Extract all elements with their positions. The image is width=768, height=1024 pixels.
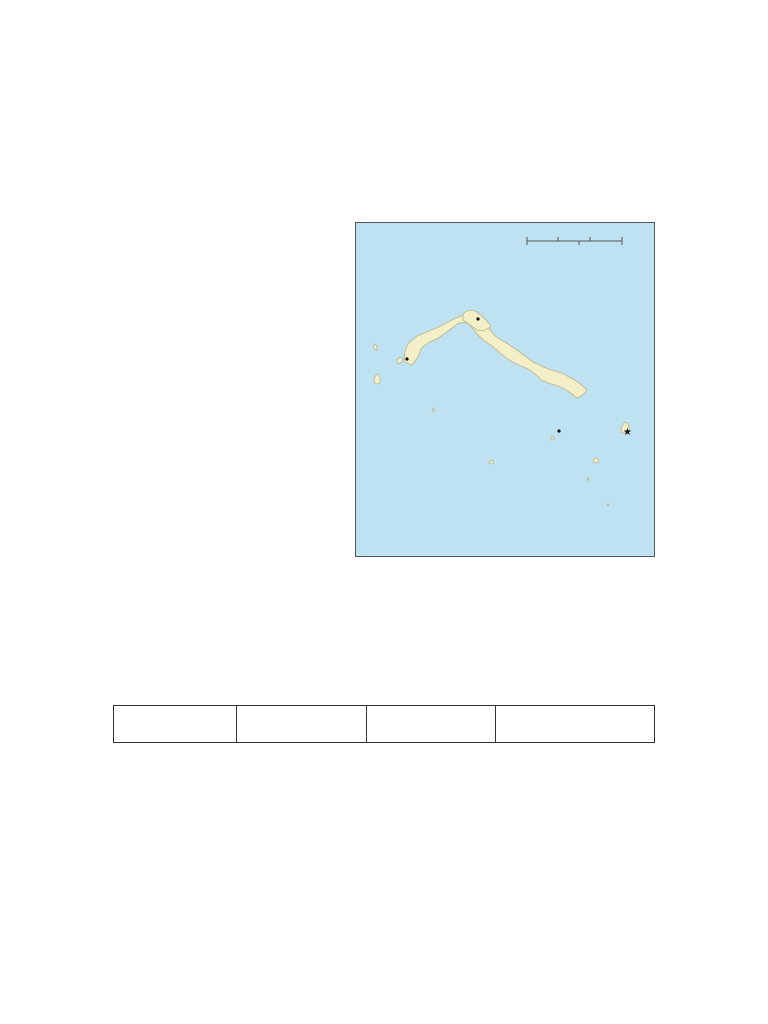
map-svg	[355, 222, 655, 557]
blue-hills-marker	[405, 357, 408, 360]
header-density	[496, 706, 655, 743]
map-sea	[356, 223, 655, 557]
bottle-creek-marker	[476, 317, 479, 320]
header-population	[236, 706, 366, 743]
capital-star-icon: ★	[623, 427, 632, 438]
cockburn-harbour-marker	[557, 429, 560, 432]
table-header-row	[114, 706, 655, 743]
cay-land-1	[551, 436, 554, 440]
turks-caicos-map	[355, 222, 655, 557]
island-data-table	[113, 705, 655, 743]
header-island	[114, 706, 237, 743]
header-area	[366, 706, 496, 743]
